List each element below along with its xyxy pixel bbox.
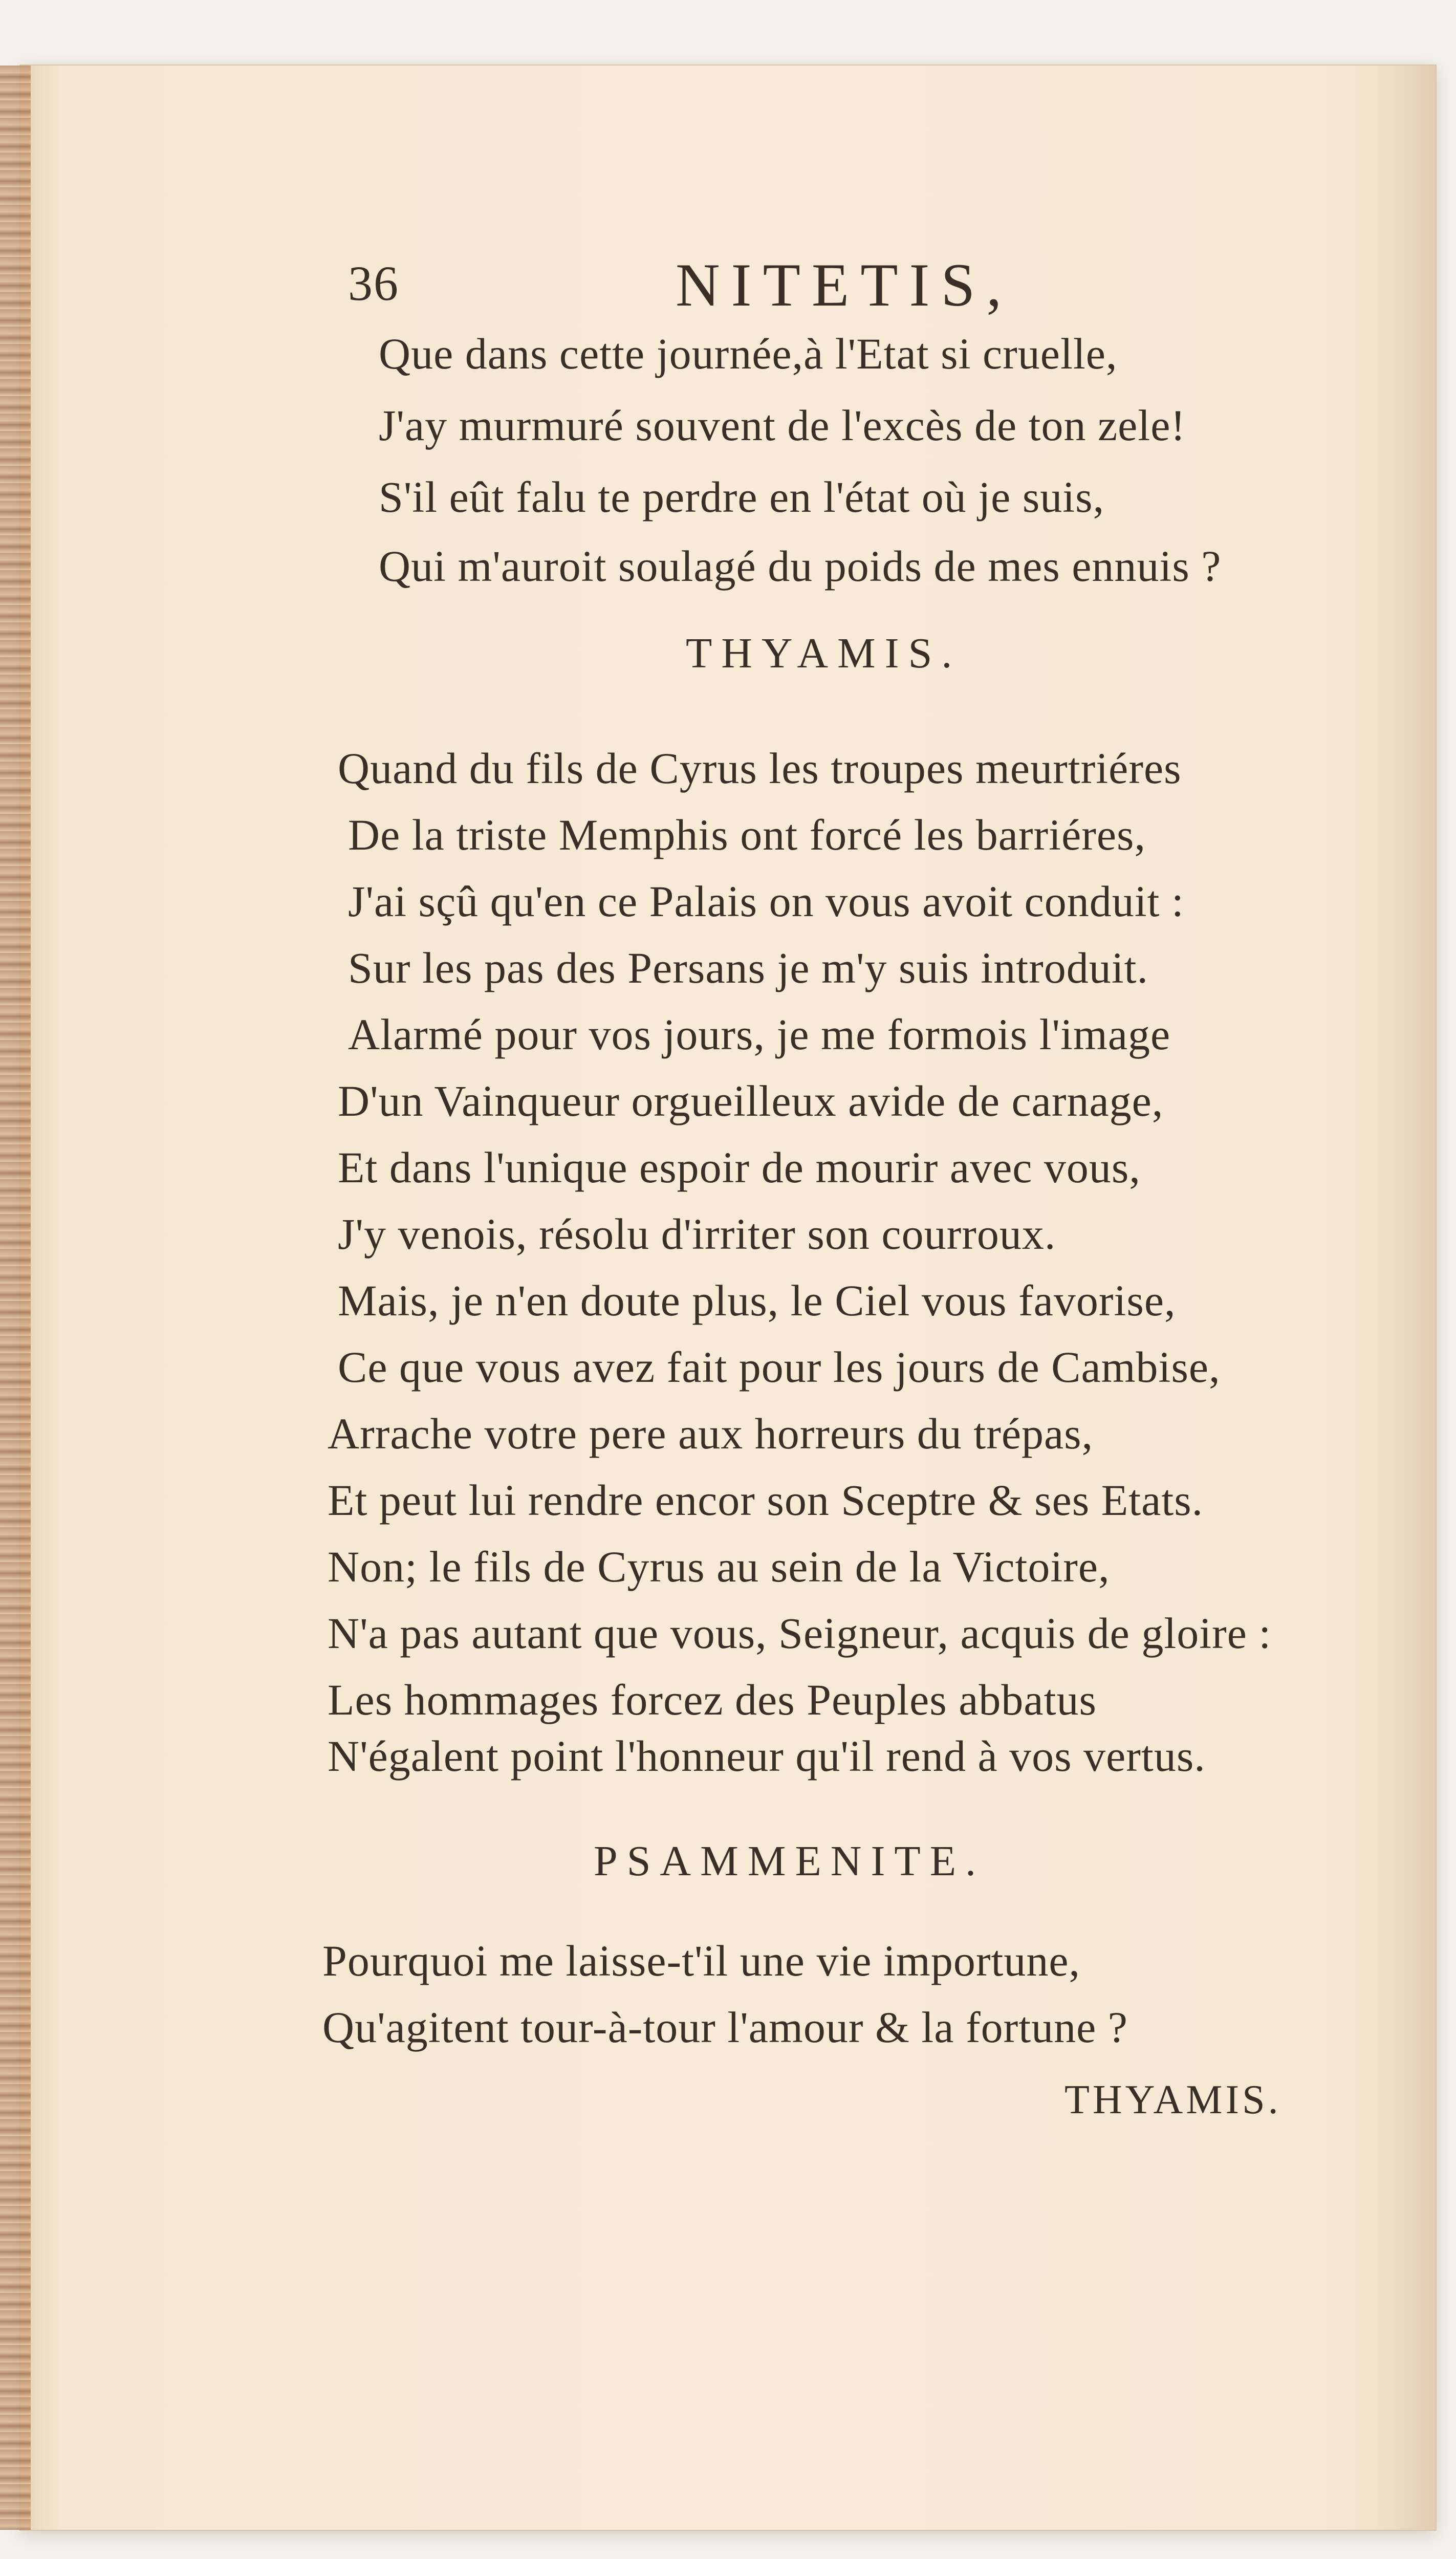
catchword: THYAMIS. xyxy=(1064,2077,1281,2122)
verse-line: Arrache votre pere aux horreurs du trépas, xyxy=(328,1409,1094,1458)
verse-line: Mais, je n'en doute plus, le Ciel vous favorise, xyxy=(338,1276,1176,1325)
verse-line: J'ay murmuré souvent de l'excès de ton zele! xyxy=(379,401,1186,450)
verse-line: D'un Vainqueur orgueilleux avide de carnage, xyxy=(338,1076,1164,1125)
verse-line: Alarmé pour vos jours, je me formois l'image xyxy=(348,1010,1171,1059)
verse-line: N'a pas autant que vous, Seigneur, acquis de gloire : xyxy=(328,1609,1272,1658)
verse-line: Sur les pas des Persans je m'y suis introduit. xyxy=(348,943,1149,992)
running-title: NITETIS, xyxy=(676,251,1013,319)
verse-line: Et peut lui rendre encor son Sceptre & ses Etats. xyxy=(328,1476,1204,1525)
book-page xyxy=(20,66,1436,2530)
verse-line: Et dans l'unique espoir de mourir avec vous, xyxy=(338,1143,1141,1192)
speaker-name: THYAMIS. xyxy=(686,630,962,677)
page-number: 36 xyxy=(348,256,399,311)
verse-line: Ce que vous avez fait pour les jours de Cambise, xyxy=(338,1342,1221,1392)
verse-line: Qui m'auroit soulagé du poids de mes ennuis ? xyxy=(379,541,1222,591)
verse-line: De la triste Memphis ont forcé les barriéres, xyxy=(348,810,1146,859)
speaker-name: PSAMMENITE. xyxy=(594,1837,986,1885)
verse-line: Les hommages forcez des Peuples abbatus xyxy=(328,1675,1097,1724)
verse-line: J'y venois, résolu d'irriter son courroux. xyxy=(338,1209,1056,1259)
verse-line: N'égalent point l'honneur qu'il rend à vos vertus. xyxy=(328,1731,1206,1781)
verse-line: Non; le fils de Cyrus au sein de la Victoire, xyxy=(328,1542,1110,1591)
verse-line: Quand du fils de Cyrus les troupes meurtriéres xyxy=(338,744,1182,793)
verse-line: S'il eût falu te perdre en l'état où je suis, xyxy=(379,472,1105,522)
verse-line: Que dans cette journée,à l'Etat si cruelle, xyxy=(379,329,1118,378)
page-header xyxy=(20,188,1436,319)
verse-line: J'ai sçû qu'en ce Palais on vous avoit conduit : xyxy=(348,877,1184,926)
verse-line: Pourquoi me laisse-t'il une vie importune, xyxy=(322,1936,1081,1985)
verse-line: Qu'agitent tour-à-tour l'amour & la fortune ? xyxy=(322,2003,1128,2052)
